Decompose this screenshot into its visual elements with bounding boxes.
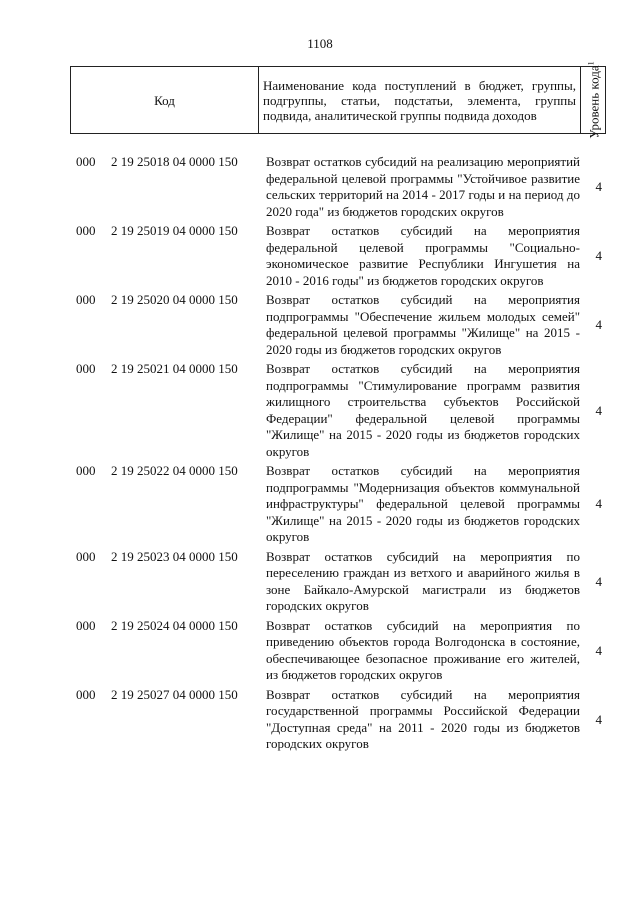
row-level: 4 bbox=[595, 711, 602, 727]
row-code: 2 19 25020 04 0000 150 bbox=[111, 292, 238, 307]
table-row bbox=[70, 292, 610, 358]
header-level-footnote: 1 bbox=[586, 61, 596, 66]
row-prefix: 000 bbox=[76, 463, 96, 478]
row-code: 2 19 25023 04 0000 150 bbox=[111, 548, 238, 564]
header-name-cell bbox=[259, 67, 581, 134]
row-code: 2 19 25021 04 0000 150 bbox=[111, 361, 238, 376]
row-name: Возврат остатков субсидий на реализацию мероприятий федеральной целевой программы "Устойчивое развитие сельских территорий на 2014 - 2017 годы и на период до 2020 года" из бюджетов городских округов bbox=[266, 154, 580, 219]
row-level: 4 bbox=[595, 573, 602, 589]
table-row bbox=[70, 223, 610, 289]
row-level: 4 bbox=[595, 179, 602, 194]
rows-list bbox=[70, 154, 610, 756]
row-prefix: 000 bbox=[76, 154, 96, 169]
row-prefix: 000 bbox=[76, 361, 96, 376]
row-level: 4 bbox=[595, 642, 602, 658]
header-level-label bbox=[585, 61, 600, 138]
row-name: Возврат остатков субсидий на мероприятия федеральной целевой программы "Социально-экономическое развитие Республики Ингушетия на 2010 - 2016 годы" из бюджетов городских округов bbox=[266, 223, 580, 288]
row-code: 2 19 25019 04 0000 150 bbox=[111, 223, 238, 238]
table-header bbox=[70, 61, 606, 139]
row-name: Возврат остатков субсидий на мероприятия государственной программы Российской Федерации "Доступная среда" на 2011 - 2020 годы из бюджетов городских округов bbox=[266, 686, 580, 751]
row-prefix: 000 bbox=[76, 686, 96, 702]
header-code-cell bbox=[71, 67, 259, 134]
table-row bbox=[70, 154, 610, 220]
table-row bbox=[70, 361, 610, 460]
row-prefix: 000 bbox=[76, 223, 96, 238]
row-level: 4 bbox=[595, 317, 602, 332]
row-name: Возврат остатков субсидий на мероприятия по приведению объектов города Волгодонска в состояние, обеспечивающее безопасное проживание его жителей, из бюджетов городских округов bbox=[266, 617, 580, 682]
row-name: Возврат остатков субсидий на мероприятия подпрограммы "Модернизация объектов коммунальной инфраструктуры" федеральной целевой программы "Жилище" на 2015 - 2020 годы из бюджетов городских округов bbox=[266, 463, 580, 544]
row-level: 4 bbox=[595, 402, 602, 418]
row-prefix: 000 bbox=[76, 292, 96, 307]
row-code: 2 19 25022 04 0000 150 bbox=[111, 463, 238, 478]
row-prefix: 000 bbox=[76, 617, 96, 633]
row-level: 4 bbox=[595, 496, 602, 512]
row-code: 2 19 25024 04 0000 150 bbox=[111, 617, 238, 633]
header-code-label: Код bbox=[154, 92, 175, 108]
row-name: Возврат остатков субсидий на мероприятия подпрограммы "Стимулирование программ развития жилищного строительства субъектов Российской Федерации" федеральной целевой программы "Жилище" на 2015 - 2020 годы из бюджетов городских округов bbox=[266, 361, 580, 459]
row-prefix: 000 bbox=[76, 548, 96, 564]
header-level-cell bbox=[581, 61, 606, 139]
table-row bbox=[70, 618, 610, 684]
page-number: 1108 bbox=[307, 36, 333, 51]
header-name-label: Наименование кода поступлений в бюджет, группы, подгруппы, статьи, подстатьи, элемента, группы подвида, аналитической группы подвида доходов bbox=[263, 77, 576, 123]
row-code: 2 19 25027 04 0000 150 bbox=[111, 686, 238, 702]
row-name: Возврат остатков субсидий на мероприятия подпрограммы "Обеспечение жильем молодых семей" федеральной целевой программы "Жилище" на 2015 - 2020 годы из бюджетов городских округов bbox=[266, 292, 580, 357]
row-name: Возврат остатков субсидий на мероприятия по переселению граждан из ветхого и аварийного жилья в зоне Байкало-Амурской магистрали из бюджетов городских округов bbox=[266, 548, 580, 613]
row-level: 4 bbox=[595, 248, 602, 263]
header-level-text: Уровень кода bbox=[586, 65, 602, 139]
table-row bbox=[70, 463, 610, 546]
row-code: 2 19 25018 04 0000 150 bbox=[111, 154, 238, 169]
table-row bbox=[70, 549, 610, 615]
table-row bbox=[70, 687, 610, 753]
